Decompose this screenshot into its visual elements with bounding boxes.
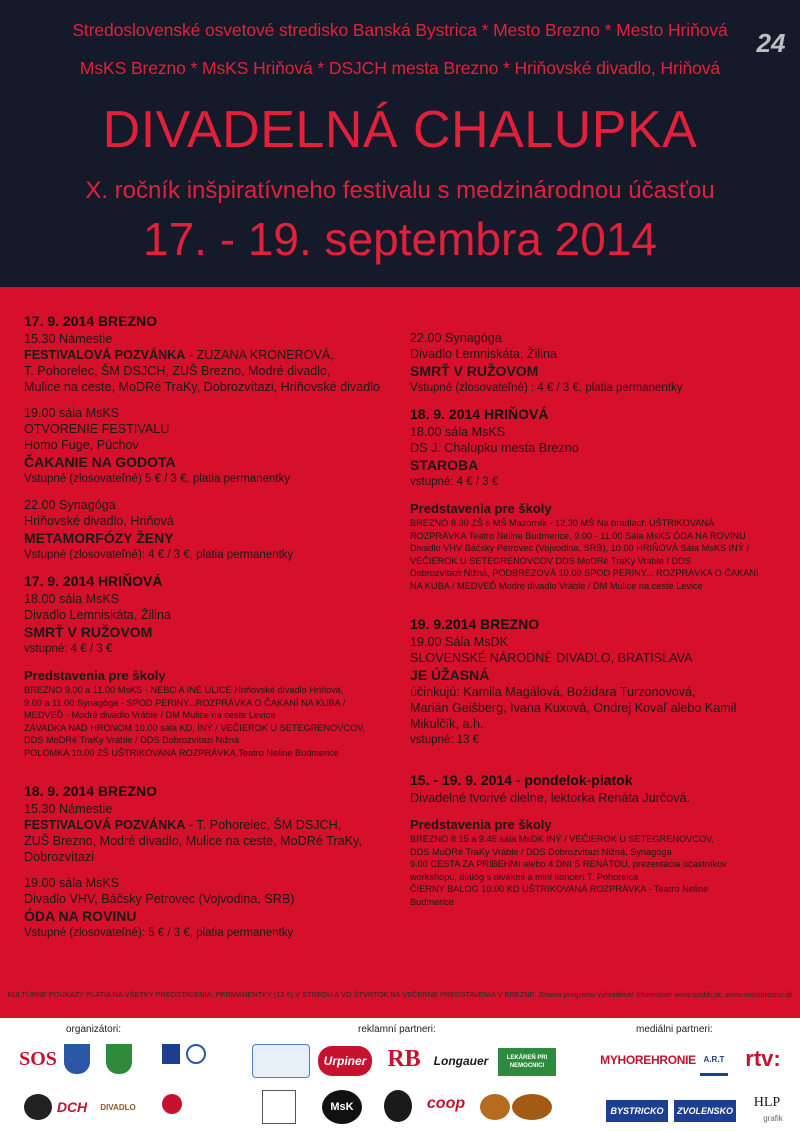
event <box>410 790 786 806</box>
bbsk-logo-icon <box>186 1044 206 1064</box>
event-detail: Marián Geišberg, Ivana Kuxová, Ondrej Kovaľ alebo Kamil <box>410 701 737 715</box>
school-line: ZÁVADKA NAD HRONOM 10.00 sála KD, INÝ / VEČIEROK U SETEGRENOVCOV, <box>24 722 366 733</box>
school-line: Budmerice <box>410 896 454 907</box>
school-heading: Predstavenia pre školy <box>410 817 552 832</box>
school-line: POLOMKA 10.00 ZŠ UŠTRIKOVANÁ ROZPRÁVKA,Teatro Neline Budmerice <box>24 747 339 758</box>
footer-note: KULTÚRNE POUKAZY PLATIA NA VŠETKY PREDSTAVENIA, PERMANENTKY (12 €) V STREDU A VO ŠTVRTOK NA VEČERNÉ PREDSTAVENIA V BREZNE. Zmena programu vyhradená! Informácie: www.sosbb.sk, www.msksbrezno.sk <box>7 990 793 999</box>
event-time: 15.30 Námestie <box>24 332 113 346</box>
event-detail: Hriňovské divadlo, Hriňová <box>24 514 174 528</box>
event-detail: SLOVENSKÉ NÁRODNÉ DIVADLO, BRATISLAVA <box>410 651 693 665</box>
event <box>24 801 396 865</box>
abby-logo-icon <box>262 1090 296 1124</box>
event-price: Vstupné (zlosovateľné): 4 € / 3 €, platia permanentky <box>24 549 294 561</box>
event <box>410 330 786 396</box>
school-line: NA KUBA / MEDVEĎ Modré divadlo Vráble / DM Mulice na ceste Levice <box>410 580 703 591</box>
event-detail: Dobrozvítazi <box>24 850 94 864</box>
event-time: 19.00 sála MsKS <box>24 876 120 890</box>
school-line: BREZNO 8.15 a 9.45 sála MsDK INÝ / VEČIEROK U SETEGRENOVCOV, <box>410 834 714 844</box>
event-time: 22.00 Synagóga <box>24 498 116 512</box>
event <box>24 497 396 563</box>
school-line: Dobrozvítazi Nižná, PODBREZOVÁ 10.00 SPOD PERINY... ROZPRÁVKA O ČAKANÍ <box>410 568 759 578</box>
school-heading: Predstavenia pre školy <box>24 668 166 683</box>
event-detail: DS J. Chalupku mesta Brezno <box>410 441 579 455</box>
msk-logo: MsK <box>322 1090 362 1124</box>
event-title: JE ÚŽASNÁ <box>410 667 490 683</box>
program-left-column <box>24 313 396 951</box>
event-title: ČAKANIE NA GODOTA <box>24 454 176 470</box>
dch-logo: DCH <box>56 1099 88 1115</box>
program-right-column <box>410 330 786 918</box>
event-title: STAROBA <box>410 457 479 473</box>
wine-logo-icon <box>480 1094 510 1120</box>
event-price: Vstupné (zlosovateľné) 5 € / 3 €, platia permanentky <box>24 473 291 485</box>
myhorehronie-logo: MYHOREHRONIE <box>600 1053 696 1067</box>
event-detail: Homo Fuge, Púchov <box>24 438 139 452</box>
hlp-subtitle: grafik <box>763 1113 783 1123</box>
festival-subtitle: X. ročník inšpiratívneho festivalu s medzinárodnou účasťou <box>85 177 715 204</box>
hrinova-coat-of-arms-icon <box>106 1044 132 1074</box>
cafe-logo-icon <box>512 1094 552 1120</box>
school-line: VEČIEROK U SETEGRENOVCOV DDS MoDRé TraKy Vráble / DDS <box>410 555 691 566</box>
event-detail: - ZUZANA KRONEROVÁ, <box>185 348 334 362</box>
badge-24-icon: 24 <box>756 28 786 58</box>
event-detail: Mikulčík, a.h. <box>410 717 484 731</box>
ad-partners-label: reklamní partneri: <box>358 1024 436 1035</box>
event-detail: ZUŠ Brezno, Modré divadlo, Mulice na ceste, MoDRé TraKy, <box>24 834 362 848</box>
organizers-line-1: Stredoslovenské osvetové stredisko Banská Bystrica * Mesto Brezno * Mesto Hriňová <box>72 20 728 40</box>
event-time: 18.00 sála MsKS <box>410 425 506 439</box>
media-partners-label: mediálni partneri: <box>636 1024 713 1035</box>
event-detail: T. Pohorelec, ŠM DSJCH, ZUŠ Brezno, Modré divadlo, <box>24 364 331 378</box>
ministry-crest-icon <box>162 1044 180 1064</box>
event-detail: Mulice na ceste, MoDRé TraKy, Dobrozvítazi, Hriňovské divadlo <box>24 380 381 394</box>
event-detail: OTVORENIE FESTIVALU <box>24 422 170 436</box>
art-logo: A.R.T <box>700 1046 728 1076</box>
festival-dates: 17. - 19. septembra 2014 <box>143 213 657 265</box>
brezno-coat-of-arms-icon <box>64 1044 90 1074</box>
event <box>24 405 396 487</box>
school-line: 9.00 a 11.00 Synagóga - SPOD PERINY...ROZPRÁVKA O ČAKANÍ NA KUBA / <box>24 697 346 708</box>
event-price: vstupné: 4 € / 3 € <box>24 643 113 655</box>
event-detail: Divadlo VHV, Báčsky Petrovec (Vojvodina, SRB) <box>24 892 295 906</box>
event-time: 18.00 sála MsKS <box>24 592 120 606</box>
rb-logo: RB <box>387 1045 421 1072</box>
school-line: BREZNO 9.00 a 11.00 MsKS - NEBO A INÉ ULICE Hriňovské divadlo Hriňová, <box>24 685 344 695</box>
coop-logo: coop <box>426 1095 466 1112</box>
lekaren-logo: LEKÁREŇ PRI NEMOCNICI <box>498 1048 556 1076</box>
day-heading: 15. - 19. 9. 2014 - pondelok-piatok <box>410 772 633 788</box>
event-time: 19.00 sála MsKS <box>24 406 120 420</box>
organizers-label: organizátori: <box>66 1024 122 1035</box>
event-title: ÓDA NA ROVINU <box>24 908 137 924</box>
header-banner <box>0 0 800 287</box>
school-performances <box>410 816 786 908</box>
event-title: FESTIVALOVÁ POZVÁNKA <box>24 818 186 832</box>
school-line: BREZNO 8.30 ZŠ s MŠ Mazorník - 12.30 MŠ Na bradlách UŠTRIKOVANÁ <box>410 518 715 528</box>
event-title: METAMORFÓZY ŽENY <box>24 530 174 546</box>
urpiner-logo: Urpiner <box>318 1046 372 1076</box>
day-heading: 17. 9. 2014 HRIŇOVÁ <box>24 573 163 589</box>
school-line: DDS MoDRé TraKy Vráble / DDS Dobrozvítazi Nižná <box>24 735 240 745</box>
zvolensko-logo: ZVOLENSKO <box>674 1100 736 1122</box>
hlp-logo: HLP <box>753 1095 781 1110</box>
school-line: Divadlo VHV Báčsky Petrovec (Vojvodina, SRB), 10.00 HRIŇOVÁ Sála MsKS INÝ / <box>410 543 750 553</box>
rtv-logo: rtv: <box>745 1046 781 1071</box>
event-price: Vstupné (zlosovateľné): 5 € / 3 €, platia permanentky <box>24 927 294 939</box>
day-heading: 17. 9. 2014 BREZNO <box>24 313 158 329</box>
longauer-logo: Longauer <box>433 1054 489 1068</box>
event-title: FESTIVALOVÁ POZVÁNKA <box>24 348 186 362</box>
event-detail: Divadelné tvorivé dielne, lektorka Renáta Jurčová. <box>410 791 691 805</box>
event-time: 15.30 Námestie <box>24 802 113 816</box>
event <box>24 591 396 657</box>
day-heading: 19. 9.2014 BREZNO <box>410 616 540 632</box>
event-title: SMRŤ V RUŽOVOM <box>410 363 539 379</box>
day-heading: 18. 9. 2014 BREZNO <box>24 783 158 799</box>
school-line: workshopu, dialóg s divákmi a mini koncert T. Pohorelca <box>410 871 639 882</box>
event-detail: - T. Pohorelec, ŠM DSJCH, <box>185 818 342 832</box>
sos-logo: SOS <box>19 1047 57 1070</box>
organizers-line-2: MsKS Brezno * MsKS Hriňová * DSJCH mesta Brezno * Hriňovské divadlo, Hriňová <box>79 58 721 78</box>
school-line: MEDVEĎ - Modré divadlo Vráble / DM Mulice na ceste Levice <box>24 710 276 720</box>
bakery-logo-icon <box>384 1090 412 1122</box>
event-time: 22.00 Synagóga <box>410 331 502 345</box>
mountain-logo-icon <box>252 1044 310 1078</box>
event-price: vstupné: 4 € / 3 € <box>410 476 499 488</box>
divadlo-logo: DIVADLO <box>100 1102 136 1112</box>
event-price: vstupné: 13 € <box>410 734 480 746</box>
school-performances <box>24 667 396 759</box>
event <box>410 424 786 490</box>
day-heading: 18. 9. 2014 HRIŇOVÁ <box>410 406 549 422</box>
event <box>410 634 786 748</box>
event-detail: účinkujú: Kamila Magálová, Božidara Turzonovová, <box>410 685 696 699</box>
event <box>24 875 396 941</box>
school-heading: Predstavenia pre školy <box>410 501 552 516</box>
school-line: 9.00 CESTA ZA PRÍBEHMI alebo 4 DNI S RENÁTOU, prezentácia účastníkov <box>410 859 727 869</box>
event-detail: Divadlo Lemniskáta, Žilina <box>24 608 171 622</box>
bbsk-support-icon <box>162 1094 182 1114</box>
event <box>24 331 396 395</box>
sheep-logo-icon <box>24 1094 52 1120</box>
event-detail: Divadlo Lemniskáta, Žilina <box>410 347 557 361</box>
event-title: SMRŤ V RUŽOVOM <box>24 624 153 640</box>
school-line: ROZPRÁVKA Teatro Neline Budmerice, 9.00 - 11.00 Sála MsKS ÓDA NA ROVINU <box>410 530 746 541</box>
event-time: 19.00 Sála MsDK <box>410 635 509 649</box>
sponsors-strip <box>0 1018 800 1131</box>
school-line: ČIERNY BALOG 10.00 KD UŠTRIKOVANÁ ROZPRÁVKA - Teatro Neline <box>410 884 709 894</box>
school-line: DDS MoDRé TraKy Vráble / DDS Dobrozvítazi Nižná, Synagóga <box>410 846 672 857</box>
school-performances <box>410 500 786 592</box>
festival-title: DIVADELNÁ CHALUPKA <box>102 101 698 159</box>
event-price: Vstupné (zlosovateľné) : 4 € / 3 €, platia permanentky <box>410 382 683 394</box>
bystricko-logo: BYSTRICKO <box>606 1100 668 1122</box>
